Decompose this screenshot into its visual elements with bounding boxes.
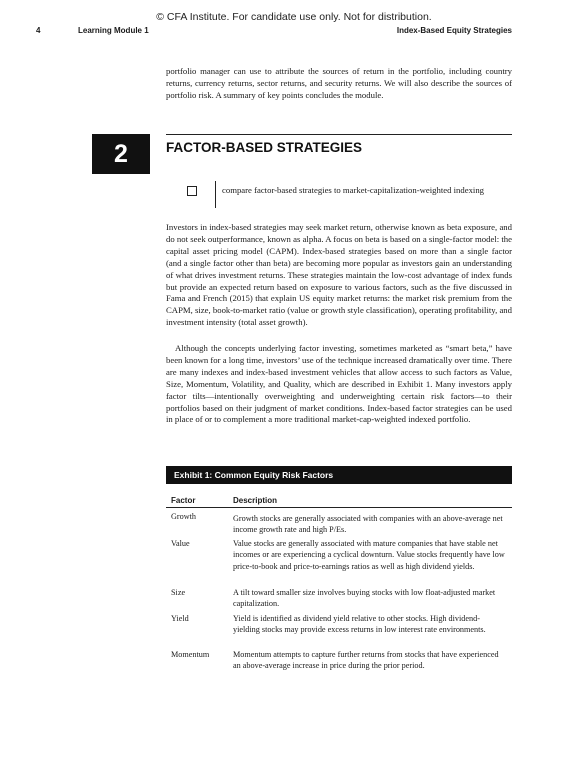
section-divider [166, 134, 512, 135]
learning-outcome-text: compare factor-based strategies to market-capitalization-weighted indexing [222, 185, 485, 195]
copyright-notice: © CFA Institute. For candidate use only. Not for distribution. [156, 11, 432, 23]
table-row-description: Value stocks are generally associated with mature companies that have stable net incomes or are experiencing a cyclical downturn. Value stocks frequently have low price-to-book and price-to-earnings ratios as well as high dividend yields. [233, 539, 505, 571]
table-row-factor: Value [171, 539, 190, 548]
running-title: Index-Based Equity Strategies [396, 26, 512, 35]
section-number: 2 [92, 134, 150, 174]
exhibit-title: Exhibit 1: Common Equity Risk Factors [166, 466, 512, 484]
table-row-description: Momentum attempts to capture further returns from stocks that have experienced an above-average increase in price during the prior period. [233, 650, 499, 671]
page-number: 4 [36, 26, 41, 35]
table-row-factor: Yield [171, 614, 189, 623]
learning-outcome-checkbox[interactable] [187, 186, 197, 196]
body-paragraph-1: Investors in index-based strategies may seek market return, otherwise known as beta exposure, and do not seek outperformance, known as alpha. A focus on beta is based on a single-factor model: the capital asset pricing model (CAPM). Index-based strategies based on more than a single factor (and a single factor other than beta) are becoming more popular as investors gain an understanding of what drives investment returns. These strategies maintain the low-cost advantage of index funds but provide an expected return based on exposure to various factors, such as the five discussed in Fama and French (2015) that explain US equity market returns: the market risk premium from the CAPM, size, book-to-market ratio (value or growth style classification), operating profitability, and investment intensity (total asset growth). [166, 222, 512, 328]
intro-paragraph: portfolio manager can use to attribute the sources of return in the portfolio, including country returns, currency returns, sector returns, and security returns. We will also describe the sources of portfolio risk. A summary of key points concludes the module. [166, 66, 512, 100]
table-row-description: A tilt toward smaller size involves buying stocks with low float-adjusted market capitalization. [233, 588, 496, 609]
column-header-factor: Factor [171, 496, 196, 505]
column-header-description: Description [233, 496, 278, 505]
section-title: FACTOR-BASED STRATEGIES [166, 140, 363, 155]
table-header-rule [166, 507, 512, 508]
table-row-factor: Momentum [171, 650, 210, 659]
table-row-description: Growth stocks are generally associated with companies with an above-average net income growth rate and high P/Es. [233, 514, 503, 535]
module-label: Learning Module 1 [78, 26, 149, 35]
table-row-description: Yield is identified as dividend yield relative to other stocks. High dividend-yielding stocks may provide excess returns in low interest rate environments. [233, 614, 486, 635]
learning-outcome-divider [215, 181, 216, 208]
body-paragraph-2: Although the concepts underlying factor investing, sometimes marketed as “smart beta,” have been known for a long time, investors’ use of the technique increased dramatically over time. There are many indexes and index-based investment vehicles that allow access to such factors as Value, Size, Momentum, Volatility, and Quality, which are described in Exhibit 1. Many investors apply factor tilts—intentionally overweighting and underweighting certain risk factors—to their portfolios based on their judgment of market conditions. Index-based factor strategies can be used in place of or to complement a more traditional market-cap-weighted indexed portfolio. [166, 343, 512, 425]
table-row-factor: Growth [171, 512, 197, 521]
table-row-factor: Size [171, 588, 186, 597]
